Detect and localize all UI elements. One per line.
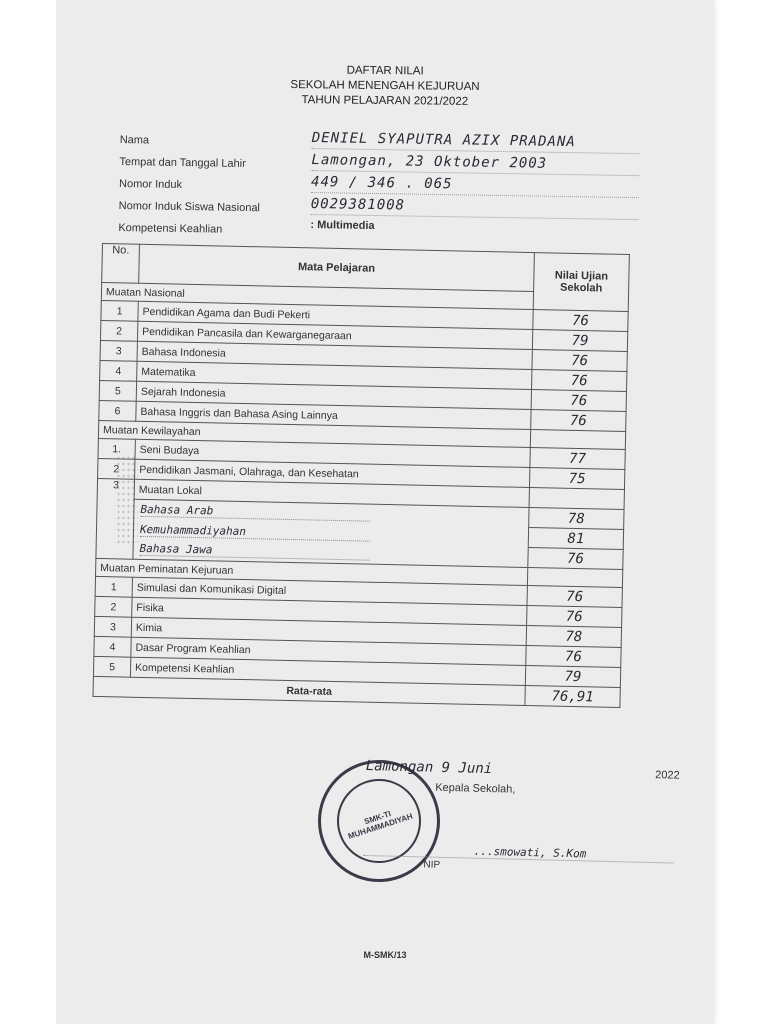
section-title: Muatan Kewilayahan: [98, 420, 530, 447]
sign-name: ...smowati, S.Kom: [364, 842, 674, 864]
student-competency: : Multimedia: [310, 219, 375, 233]
competency-label: Kompetensi Keahlian: [118, 221, 223, 236]
average-label: Rata-rata: [93, 676, 525, 705]
grades-table: [92, 243, 629, 708]
table-row: 3 Kimia 78: [94, 616, 621, 647]
table-row: 5 Sejarah Indonesia 76: [99, 380, 626, 411]
local-row: Bahasa Arab 78: [97, 498, 624, 529]
birth-label: Tempat dan Tanggal Lahir: [119, 155, 246, 170]
school-name: SEKOLAH MENENGAH KEJURUAN: [290, 79, 480, 93]
average-score: 76,91: [525, 685, 620, 707]
table-row: 2 Pendidikan Jasmani, Olahraga, dan Kesehatan 75: [98, 458, 625, 489]
col-subject: Mata Pelajaran: [139, 244, 535, 291]
student-info: [118, 124, 640, 242]
table-row: 2 Pendidikan Pancasila dan Kewarganegaraan 79: [100, 320, 627, 351]
academic-year: TAHUN PELAJARAN 2021/2022: [301, 94, 469, 108]
sign-year: 2022: [655, 769, 680, 782]
sign-nip: NIP: [423, 859, 441, 871]
table-row: 3 Muatan Lokal: [97, 478, 624, 509]
col-no: No.: [102, 244, 140, 284]
section-title: Muatan Nasional: [101, 283, 533, 310]
sign-place-date: Lamongan 9 Juni: [365, 758, 493, 778]
signature-block: [363, 758, 686, 877]
student-nis: 449 / 346 . 065: [311, 174, 639, 198]
form-code: M-SMK/13: [363, 950, 407, 960]
section-title: Muatan Peminatan Kejuruan: [96, 558, 528, 585]
table-row: 6 Bahasa Inggris dan Bahasa Asing Lainnya 76: [99, 400, 626, 431]
stamp-text: SMK-TI MUHAMMADIYAH: [347, 809, 414, 841]
local-subject: Kemuhammadiyahan: [140, 522, 370, 541]
table-row: 1 Pendidikan Agama dan Budi Pekerti 76: [101, 300, 628, 331]
name-label: Nama: [119, 133, 150, 147]
table-row: 4 Matematika 76: [100, 360, 627, 391]
document-page: [56, 0, 714, 1024]
local-row: Bahasa Jawa 76: [96, 538, 623, 569]
student-name: DENIEL SYAPUTRA AZIX PRADANA: [312, 130, 640, 154]
table-row: 4 Dasar Program Keahlian 76: [94, 636, 621, 667]
local-row: Kemuhammadiyahan 81: [96, 518, 623, 549]
nisn-label: Nomor Induk Siswa Nasional: [118, 199, 261, 215]
student-nisn: 0029381008: [311, 196, 639, 220]
local-subject: Bahasa Arab: [140, 503, 370, 522]
local-subject: Bahasa Jawa: [139, 542, 369, 561]
table-row: 1. Seni Budaya 77: [98, 438, 625, 469]
col-score: Nilai Ujian Sekolah: [533, 253, 629, 312]
table-row: 3 Bahasa Indonesia 76: [100, 340, 627, 371]
student-birth: Lamongan, 23 Oktober 2003: [311, 152, 639, 176]
document-title: DAFTAR NILAI: [346, 64, 424, 78]
sign-role: Kepala Sekolah,: [435, 781, 516, 796]
document-header: [56, 61, 714, 113]
table-row: 1 Simulasi dan Komunikasi Digital 76: [95, 576, 622, 607]
table-row: 2 Fisika 76: [95, 596, 622, 627]
table-row: 5 Kompetensi Keahlian 79: [93, 656, 620, 687]
nis-label: Nomor Induk: [118, 177, 183, 191]
